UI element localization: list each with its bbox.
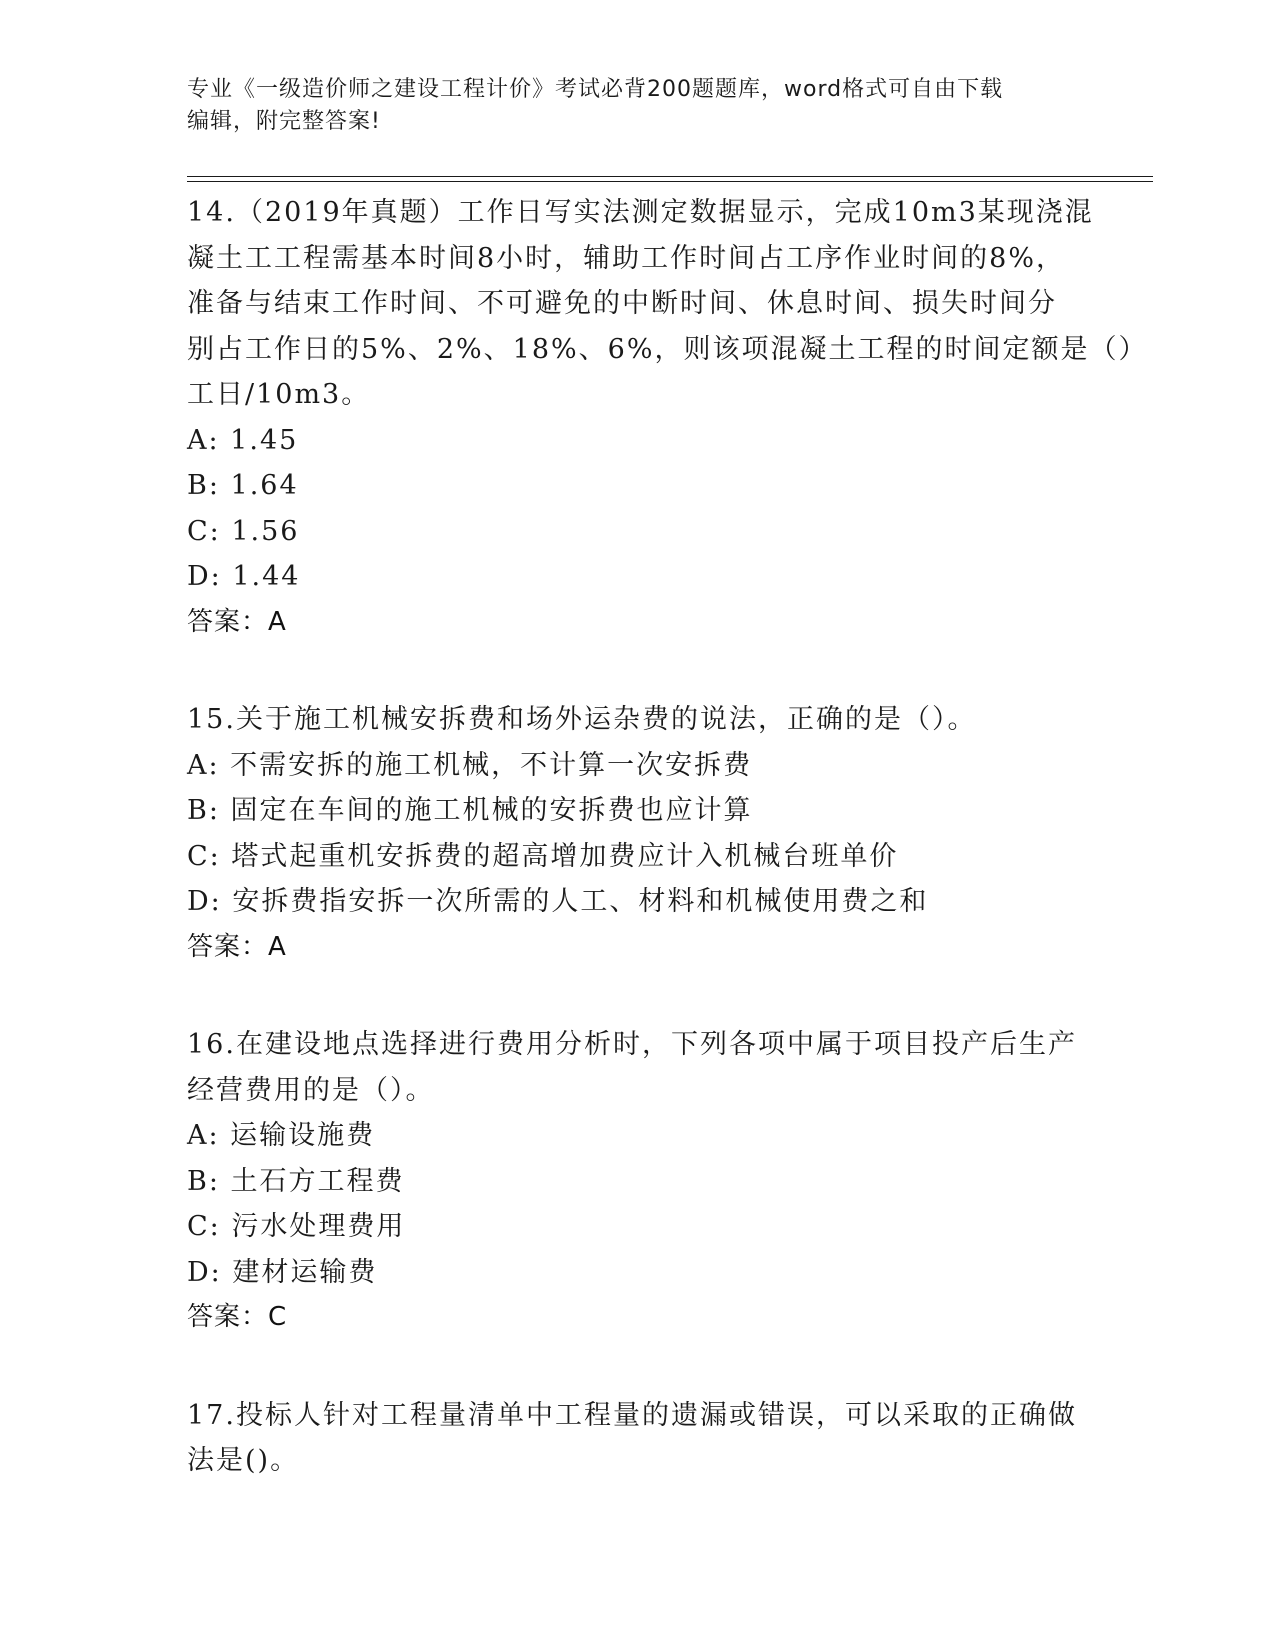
question-list [187,190,1148,1536]
option-b: B: 固定在车间的施工机械的安拆费也应计算 [187,795,753,826]
option-d: D: 建材运输费 [187,1256,378,1288]
question-stem-line: 16.在建设地点选择进行费用分析时，下列各项中属于项目投产后生产 [187,1029,1077,1060]
option-b: B: 1.64 [187,470,299,501]
header-line: 编辑，附完整答案! [187,109,381,134]
document-header [187,74,1067,138]
question-stem-line: 工日/10m3。 [187,379,371,410]
question-item [187,1022,1087,1341]
question-stem-line: 经营费用的是（）。 [187,1074,435,1106]
answer-key: 答案：A [187,931,287,962]
question-item [187,1393,1087,1484]
question-item [187,697,1087,970]
option-d: D: 安拆费指安拆一次所需的人工、材料和机械使用费之和 [187,886,929,917]
option-a: A: 不需安拆的施工机械，不计算一次安拆费 [187,749,753,781]
question-stem-line: 17.投标人针对工程量清单中工程量的遗漏或错误，可以采取的正确做 [187,1399,1077,1431]
option-a: A: 运输设施费 [187,1120,376,1151]
question-stem-line: 别占工作日的5%、2%、18%、6%，则该项混凝土工程的时间定额是（） [187,333,1148,365]
option-c: C: 1.56 [187,515,300,547]
option-d: D: 1.44 [187,561,301,592]
question-stem-line: 14.（2019年真题）工作日写实法测定数据显示，完成10m3某现浇混 [187,197,1094,228]
option-c: C: 塔式起重机安拆费的超高增加费应计入机械台班单价 [187,840,899,872]
question-stem-line: 凝土工工程需基本时间8小时，辅助工作时间占工序作业时间的8%， [187,242,1066,274]
header-line: 专业《一级造价师之建设工程计价》考试必背200题题库，word格式可自由下载 [187,77,1004,102]
answer-key: 答案：A [187,606,287,637]
option-a: A: 1.45 [187,424,299,456]
question-stem-line: 15.关于施工机械安拆费和场外运杂费的说法，正确的是（）。 [187,704,977,735]
question-stem-line: 法是()。 [187,1445,300,1476]
question-stem-line: 准备与结束工作时间、不可避免的中断时间、休息时间、损失时间分 [187,288,1057,319]
header-divider [187,176,1153,182]
answer-key: 答案：C [187,1302,288,1332]
option-c: C: 污水处理费用 [187,1211,406,1242]
option-b: B: 土石方工程费 [187,1165,405,1197]
question-item [187,190,1148,645]
